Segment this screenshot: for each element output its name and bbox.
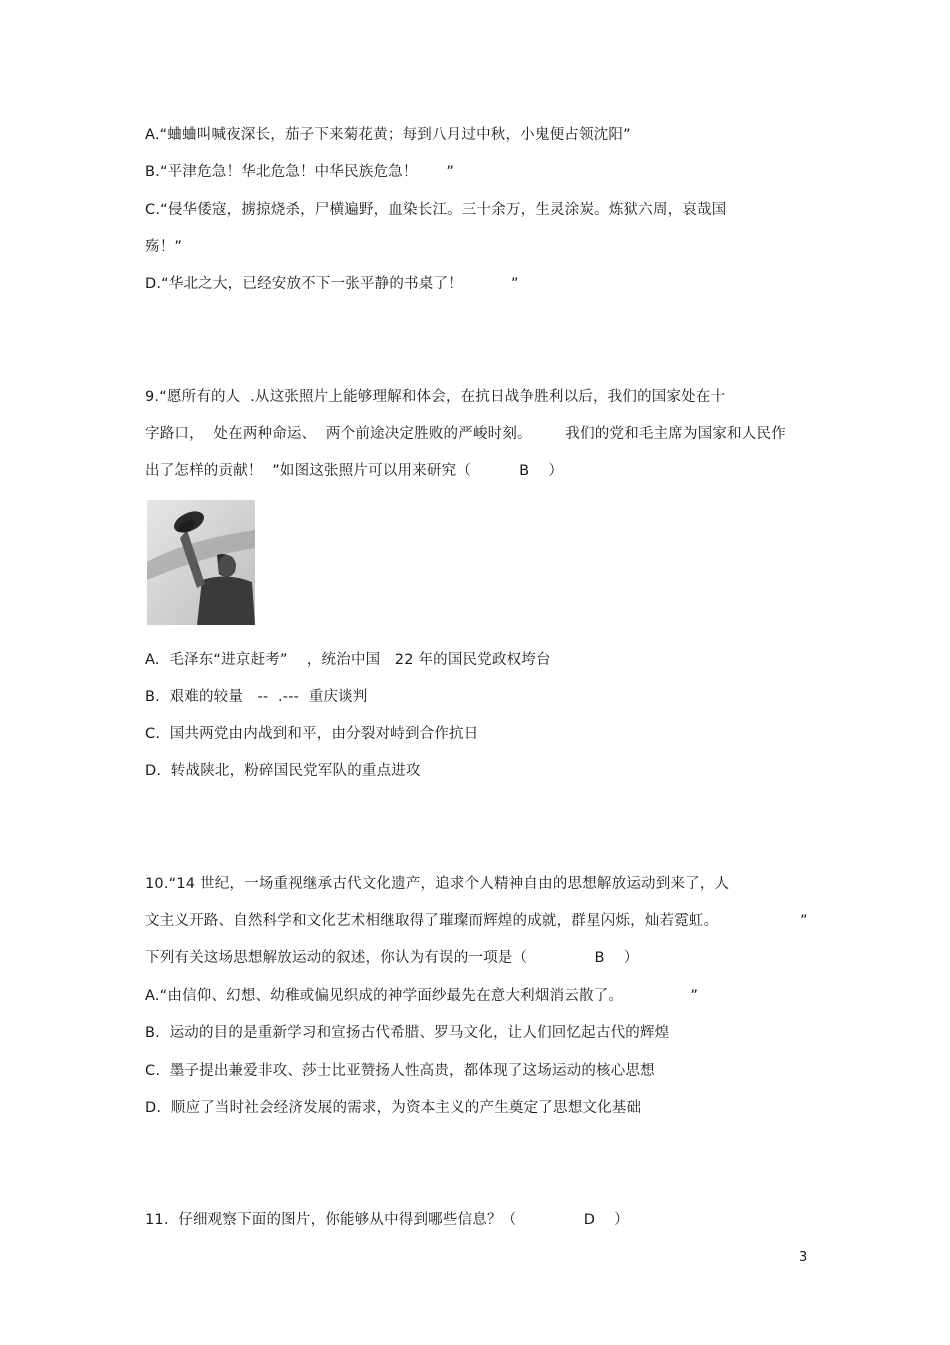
- q9-option-c: C. 国共两党由内战到和平，由分裂对峙到合作抗日: [145, 726, 479, 742]
- q9-option-d: D. 转战陕北，粉碎国民党军队的重点进攻: [145, 763, 421, 779]
- q11-stem: 11. 仔细观察下面的图片，你能够从中得到哪些信息？（ D ）: [145, 1212, 630, 1228]
- q10-stem-line2: 文主义开路、自然科学和文化艺术相继取得了璀璨而辉煌的成就，群星闪烁，灿若霓虹。 ”: [145, 913, 808, 929]
- historical-photo: [147, 500, 255, 625]
- q9-stem-line1: 9.“愿所有的人 .从这张照片上能够理解和体会，在抗日战争胜利以后，我们的国家处在十: [145, 389, 726, 405]
- page-number: 3: [799, 1250, 808, 1265]
- q10-option-a: A.“由信仰、幻想、幼稚或偏见织成的神学面纱最先在意大利烟消云散了。 ”: [145, 988, 699, 1004]
- q10-stem-line1: 10.“14 世纪，一场重视继承古代文化遗产，追求个人精神自由的思想解放运动到来了，人: [145, 876, 730, 892]
- q8-option-b: B.“平津危急！华北危急！中华民族危急！ ”: [145, 164, 455, 180]
- q8-option-c-line2: 殇！”: [145, 239, 183, 255]
- q8-option-a: A.“蛐蛐叫喊夜深长，茄子下来菊花黄；每到八月过中秋，小鬼便占领沈阳”: [145, 127, 631, 143]
- q10-option-b: B. 运动的目的是重新学习和宣扬古代希腊、罗马文化，让人们回忆起古代的辉煌: [145, 1025, 670, 1041]
- q9-option-a: A. 毛泽东“进京赶考” ，统治中国 22 年的国民党政权垮台: [145, 652, 551, 668]
- q8-option-c-line1: C.“侵华倭寇，掳掠烧杀，尸横遍野，血染长江。三十余万，生灵涂炭。炼狱六周，哀哉国: [145, 202, 727, 218]
- q9-stem-line2: 字路口， 处在两种命运、 两个前途决定胜败的严峻时刻。 我们的党和毛主席为国家和人民作: [145, 426, 786, 442]
- q10-option-d: D. 顺应了当时社会经济发展的需求，为资本主义的产生奠定了思想文化基础: [145, 1100, 642, 1116]
- q10-option-c: C. 墨子提出兼爱非攻、莎士比亚赞扬人性高贵，都体现了这场运动的核心思想: [145, 1063, 655, 1079]
- q10-stem-line3: 下列有关这场思想解放运动的叙述，你认为有误的一项是（ B ）: [145, 950, 639, 966]
- q8-option-d: D.“华北之大，已经安放不下一张平静的书桌了！ ”: [145, 276, 519, 292]
- q9-option-b: B. 艰难的较量 -- .--- 重庆谈判: [145, 689, 368, 705]
- q9-stem-line3: 出了怎样的贡献！ ”如图这张照片可以用来研究（ B ）: [145, 463, 564, 479]
